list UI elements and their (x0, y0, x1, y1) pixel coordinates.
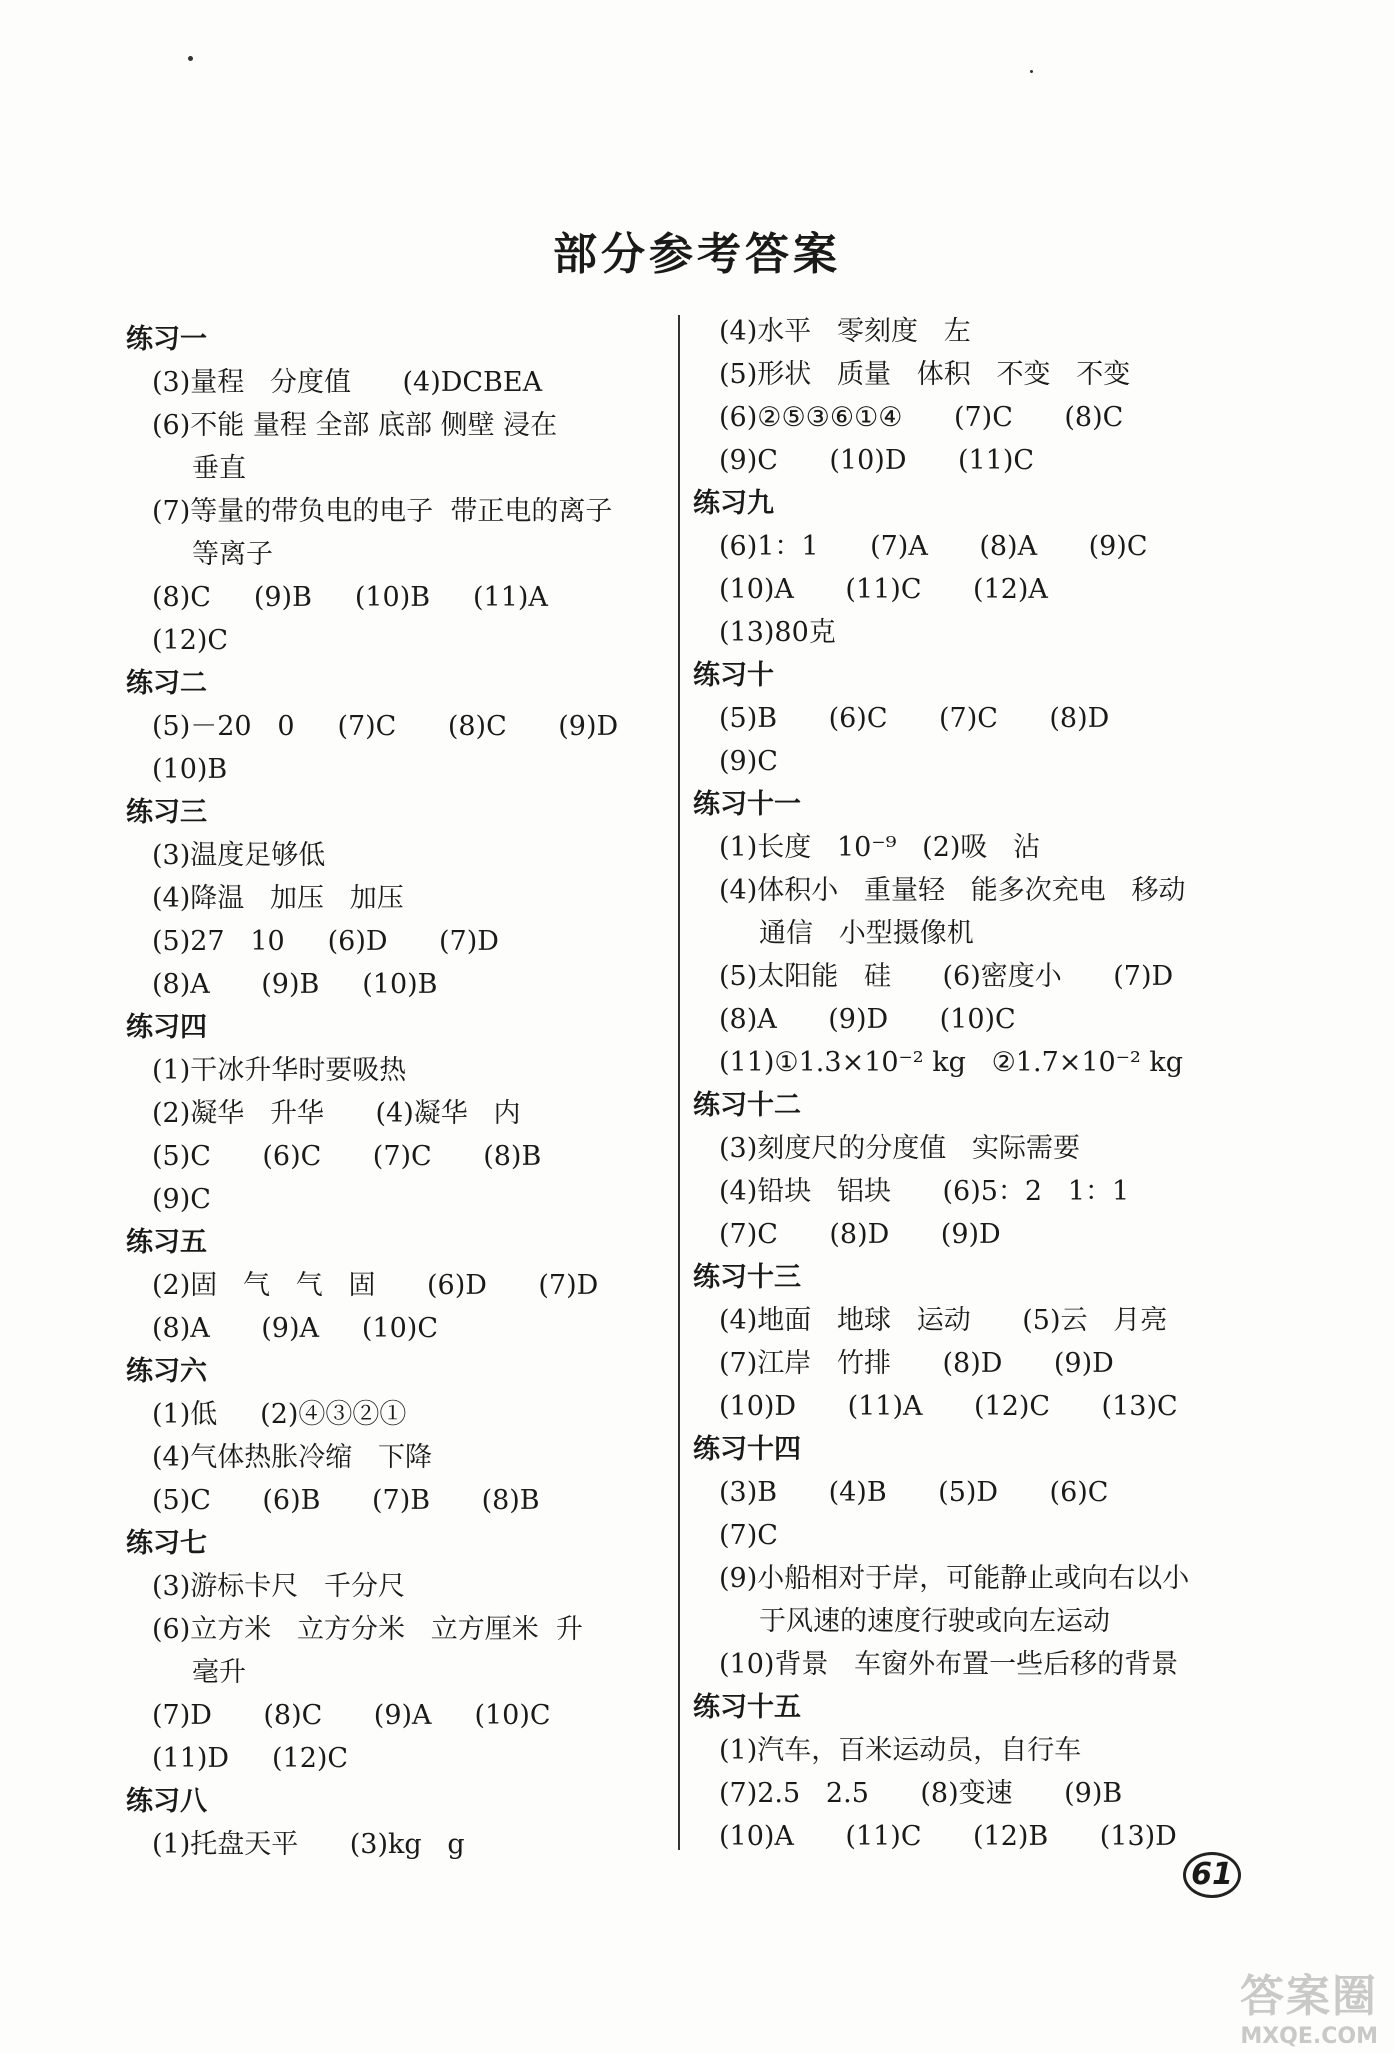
answer-line: (7)江岸 竹排 (8)D (9)D (719, 1348, 1114, 1379)
answer-line: (6)②⑤③⑥①④ (7)C (8)C (719, 402, 1124, 433)
section-title: 练习九 (693, 488, 774, 519)
answer-line: (2)固 气 气 固 (6)D (7)D (152, 1270, 599, 1301)
section-title: 练习十 (693, 660, 774, 691)
answer-line: (5)B (6)C (7)C (8)D (719, 703, 1110, 734)
section-title: 练习八 (126, 1786, 207, 1817)
answers-right-column (695, 310, 1255, 1858)
answer-line: 通信 小型摄像机 (759, 918, 974, 949)
section-title: 练习十三 (693, 1262, 801, 1293)
answer-line: (10)A (11)C (12)B (13)D (719, 1821, 1177, 1852)
answer-line: (1)托盘天平 (3)kg g (152, 1829, 465, 1860)
watermark (1178, 1960, 1378, 2049)
section-title: 练习二 (126, 668, 207, 699)
answer-line: (10)D (11)A (12)C (13)C (719, 1391, 1178, 1422)
column-divider (678, 315, 680, 1850)
answer-line: (5)C (6)C (7)C (8)B (152, 1141, 542, 1172)
answer-line: 于风速的速度行驶或向左运动 (759, 1606, 1110, 1637)
answer-line: (5)形状 质量 体积 不变 不变 (719, 359, 1131, 390)
answer-line: 毫升 (192, 1657, 246, 1688)
answer-line: (1)干冰升华时要吸热 (152, 1055, 407, 1086)
answer-line: (3)游标卡尺 千分尺 (152, 1571, 405, 1602)
watermark-logo: 答案圈 (1240, 1971, 1378, 2022)
answer-line: (3)量程 分度值 (4)DCBEA (152, 367, 543, 398)
answer-line: (4)降温 加压 加压 (152, 883, 404, 914)
answer-line: (9)小船相对于岸，可能静止或向右以小 (719, 1563, 1190, 1594)
answer-line: (8)A (9)B (10)B (152, 969, 438, 1000)
section-title: 练习一 (126, 324, 207, 355)
answer-line: (3)温度足够低 (152, 840, 326, 871)
answer-line: (9)C (152, 1184, 211, 1215)
answer-line: 等离子 (192, 539, 273, 570)
answer-line: (11)①1.3×10⁻² kg ②1.7×10⁻² kg (719, 1047, 1184, 1078)
answer-line: (5)－20 0 (7)C (8)C (9)D (152, 711, 619, 742)
answer-line: (6)不能 量程 全部 底部 侧壁 浸在 (152, 410, 558, 441)
answer-line: (8)A (9)A (10)C (152, 1313, 438, 1344)
answer-line: (2)凝华 升华 (4)凝华 内 (152, 1098, 521, 1129)
answers-left-column (128, 318, 668, 1866)
answer-line: (7)2.5 2.5 (8)变速 (9)B (719, 1778, 1123, 1809)
answer-line: (5)27 10 (6)D (7)D (152, 926, 499, 957)
section-title: 练习三 (126, 797, 207, 828)
answer-line: (1)低 (2)④③②① (152, 1399, 407, 1430)
answer-line: (4)体积小 重量轻 能多次充电 移动 (719, 875, 1186, 906)
answer-line: (7)C (719, 1520, 778, 1551)
page-number: 61 (1183, 1852, 1241, 1898)
section-title: 练习四 (126, 1012, 207, 1043)
section-title: 练习六 (126, 1356, 207, 1387)
answer-line: (3)B (4)B (5)D (6)C (719, 1477, 1109, 1508)
answer-line: (12)C (152, 625, 229, 656)
answer-line: (4)铅块 铝块 (6)5：2 1：1 (719, 1176, 1130, 1207)
section-title: 练习十四 (693, 1434, 801, 1465)
answer-line: (6)立方米 立方分米 立方厘米 升 (152, 1614, 583, 1645)
answer-line: 垂直 (192, 453, 246, 484)
answer-line: (11)D (12)C (152, 1743, 349, 1774)
answer-line: (9)C (719, 746, 778, 777)
answer-line: (4)地面 地球 运动 (5)云 月亮 (719, 1305, 1168, 1336)
answer-line: (7)C (8)D (9)D (719, 1219, 1001, 1250)
answer-line: (13)80克 (719, 617, 836, 648)
answer-line: (10)A (11)C (12)A (719, 574, 1048, 605)
answer-line: (6)1：1 (7)A (8)A (9)C (719, 531, 1148, 562)
answer-line: (5)C (6)B (7)B (8)B (152, 1485, 540, 1516)
speck (1030, 70, 1033, 73)
answer-line: (7)D (8)C (9)A (10)C (152, 1700, 551, 1731)
section-title: 练习七 (126, 1528, 207, 1559)
page-title: 部分参考答案 (553, 229, 841, 280)
answer-line: (4)气体热胀冷缩 下降 (152, 1442, 432, 1473)
answer-line: (7)等量的带负电的电子 带正电的离子 (152, 496, 613, 527)
section-title: 练习五 (126, 1227, 207, 1258)
answer-line: (5)太阳能 硅 (6)密度小 (7)D (719, 961, 1174, 992)
answer-line: (1)汽车，百米运动员，自行车 (719, 1735, 1082, 1766)
answer-line: (8)C (9)B (10)B (11)A (152, 582, 548, 613)
answer-line: (4)水平 零刻度 左 (719, 316, 971, 347)
section-title: 练习十二 (693, 1090, 801, 1121)
answer-line: (1)长度 10⁻⁹ (2)吸 沾 (719, 832, 1041, 863)
answer-line: (10)背景 车窗外布置一些后移的背景 (719, 1649, 1179, 1680)
answer-line: (10)B (152, 754, 228, 785)
watermark-url: MXQE.COM (1240, 2024, 1378, 2049)
speck (188, 56, 193, 61)
section-title: 练习十五 (693, 1692, 801, 1723)
section-title: 练习十一 (693, 789, 801, 820)
answer-line: (3)刻度尺的分度值 实际需要 (719, 1133, 1080, 1164)
answer-line: (8)A (9)D (10)C (719, 1004, 1016, 1035)
answer-line: (9)C (10)D (11)C (719, 445, 1035, 476)
